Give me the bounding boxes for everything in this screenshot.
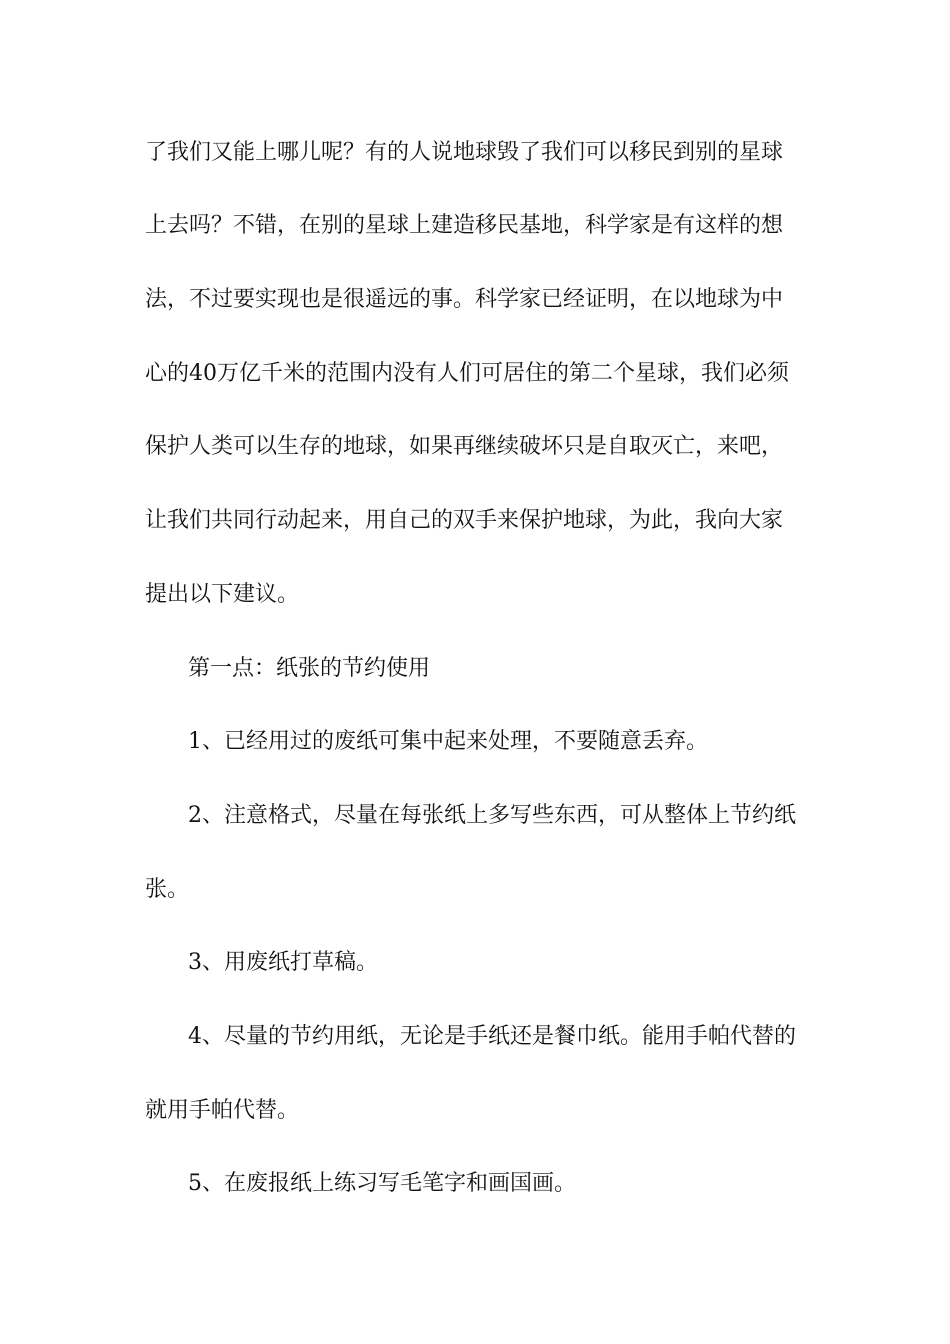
- body-text-line: 了我们又能上哪儿呢？有的人说地球毁了我们可以移民到别的星球: [145, 140, 784, 165]
- body-text-line: 法，不过要实现也是很遥远的事。科学家已经证明，在以地球为中: [145, 287, 784, 312]
- body-text-line: 上去吗？不错，在别的星球上建造移民基地，科学家是有这样的想: [145, 213, 784, 238]
- list-item: 3、用废纸打草稿。: [188, 950, 378, 975]
- list-item-continuation: 就用手帕代替。: [145, 1098, 300, 1123]
- list-item-continuation: 张。: [145, 877, 190, 902]
- list-item: 5、在废报纸上练习写毛笔字和画国画。: [188, 1171, 576, 1196]
- section-heading: 第一点：纸张的节约使用: [188, 656, 431, 681]
- list-item: 4、尽量的节约用纸，无论是手纸还是餐巾纸。能用手帕代替的: [188, 1024, 796, 1049]
- body-text-line: 提出以下建议。: [145, 582, 300, 607]
- body-text-line: 心的40万亿千米的范围内没有人们可居住的第二个星球，我们必须: [145, 361, 789, 386]
- list-item: 1、已经用过的废纸可集中起来处理，不要随意丢弃。: [188, 729, 708, 754]
- body-text-line: 保护人类可以生存的地球，如果再继续破坏只是自取灭亡，来吧，: [145, 434, 784, 459]
- list-item: 2、注意格式，尽量在每张纸上多写些东西，可从整体上节约纸: [188, 803, 796, 828]
- body-text-line: 让我们共同行动起来，用自己的双手来保护地球，为此，我向大家: [145, 508, 784, 533]
